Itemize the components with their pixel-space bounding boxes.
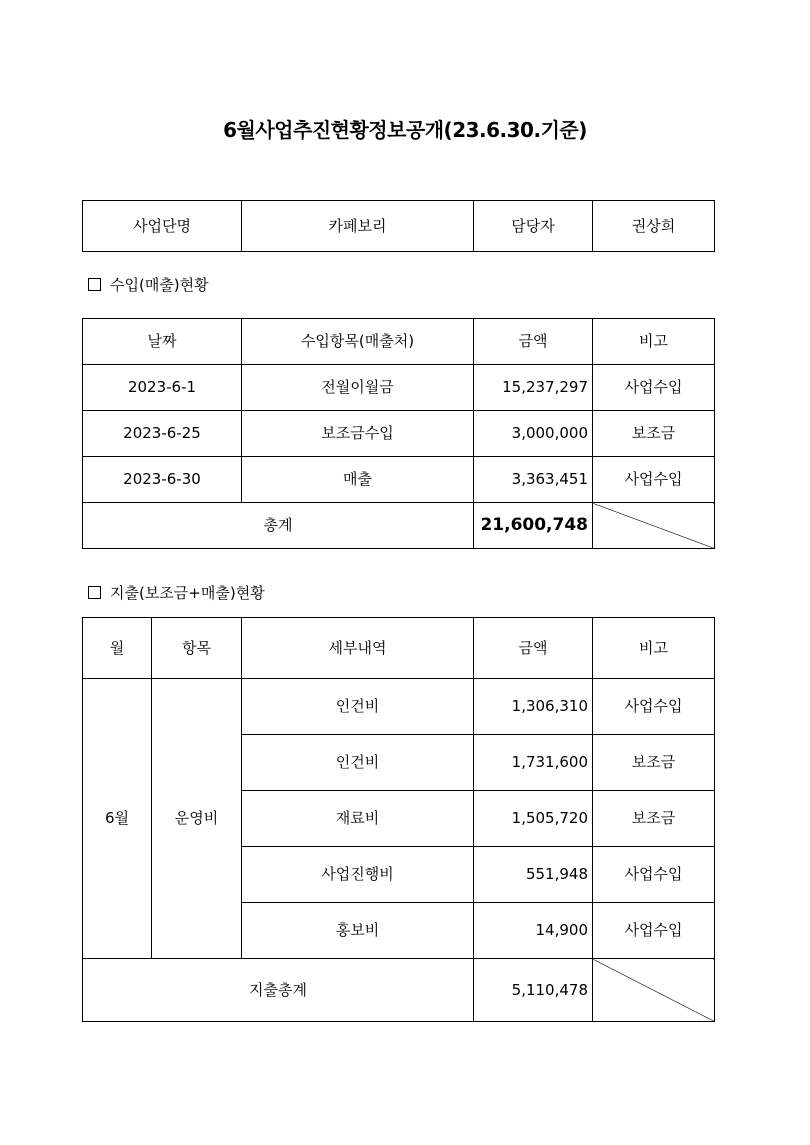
income-date: 2023-6-30 [83, 457, 242, 503]
expense-header-row [83, 618, 715, 679]
manager-name: 권상희 [593, 201, 715, 252]
column-header: 비고 [593, 319, 715, 365]
table-row [83, 365, 715, 411]
expense-note: 보조금 [593, 735, 715, 791]
expense-detail: 인건비 [242, 679, 474, 735]
expense-category: 운영비 [152, 679, 242, 959]
expense-note: 사업수입 [593, 903, 715, 959]
expense-table [82, 617, 715, 1022]
income-date: 2023-6-1 [83, 365, 242, 411]
income-table [82, 318, 715, 549]
column-header: 비고 [593, 618, 715, 679]
expense-detail: 재료비 [242, 791, 474, 847]
column-header: 항목 [152, 618, 242, 679]
column-header: 금액 [474, 618, 593, 679]
income-note: 사업수입 [593, 457, 715, 503]
expense-amount: 1,505,720 [474, 791, 593, 847]
expense-amount: 1,731,600 [474, 735, 593, 791]
column-header: 세부내역 [242, 618, 474, 679]
checkbox-icon [88, 278, 101, 291]
page-title: 6월사업추진현황정보공개(23.6.30.기준) [223, 118, 587, 142]
income-note: 보조금 [593, 411, 715, 457]
checkbox-icon [88, 586, 101, 599]
table-row [83, 457, 715, 503]
expense-total-row [83, 959, 715, 1022]
business-info-table [82, 200, 715, 252]
table-row [83, 679, 715, 735]
diagonal-blank-cell [593, 959, 715, 1022]
income-section-title: 수입(매출)현황 [110, 276, 209, 294]
income-total-row [83, 503, 715, 549]
income-amount: 3,000,000 [474, 411, 593, 457]
income-item: 전월이월금 [242, 365, 474, 411]
column-header: 금액 [474, 319, 593, 365]
label-business-name: 사업단명 [83, 201, 242, 252]
income-section-heading [88, 274, 209, 295]
diagonal-blank-cell [593, 503, 715, 549]
column-header: 월 [83, 618, 152, 679]
expense-note: 사업수입 [593, 847, 715, 903]
expense-total-amount: 5,110,478 [474, 959, 593, 1022]
income-header-row [83, 319, 715, 365]
expense-section-heading [88, 582, 265, 603]
expense-note: 보조금 [593, 791, 715, 847]
table-row [83, 411, 715, 457]
expense-section-title: 지출(보조금+매출)현황 [110, 584, 265, 602]
expense-amount: 14,900 [474, 903, 593, 959]
income-item: 매출 [242, 457, 474, 503]
expense-amount: 551,948 [474, 847, 593, 903]
expense-amount: 1,306,310 [474, 679, 593, 735]
income-amount: 15,237,297 [474, 365, 593, 411]
income-note: 사업수입 [593, 365, 715, 411]
expense-month: 6월 [83, 679, 152, 959]
income-total-amount: 21,600,748 [474, 503, 593, 549]
label-manager: 담당자 [474, 201, 593, 252]
income-amount: 3,363,451 [474, 457, 593, 503]
expense-detail: 사업진행비 [242, 847, 474, 903]
column-header: 수입항목(매출처) [242, 319, 474, 365]
income-date: 2023-6-25 [83, 411, 242, 457]
column-header: 날짜 [83, 319, 242, 365]
income-total-label: 총계 [83, 503, 474, 549]
expense-total-label: 지출총계 [83, 959, 474, 1022]
expense-detail: 인건비 [242, 735, 474, 791]
income-item: 보조금수입 [242, 411, 474, 457]
expense-detail: 홍보비 [242, 903, 474, 959]
business-name: 카페보리 [242, 201, 474, 252]
expense-note: 사업수입 [593, 679, 715, 735]
